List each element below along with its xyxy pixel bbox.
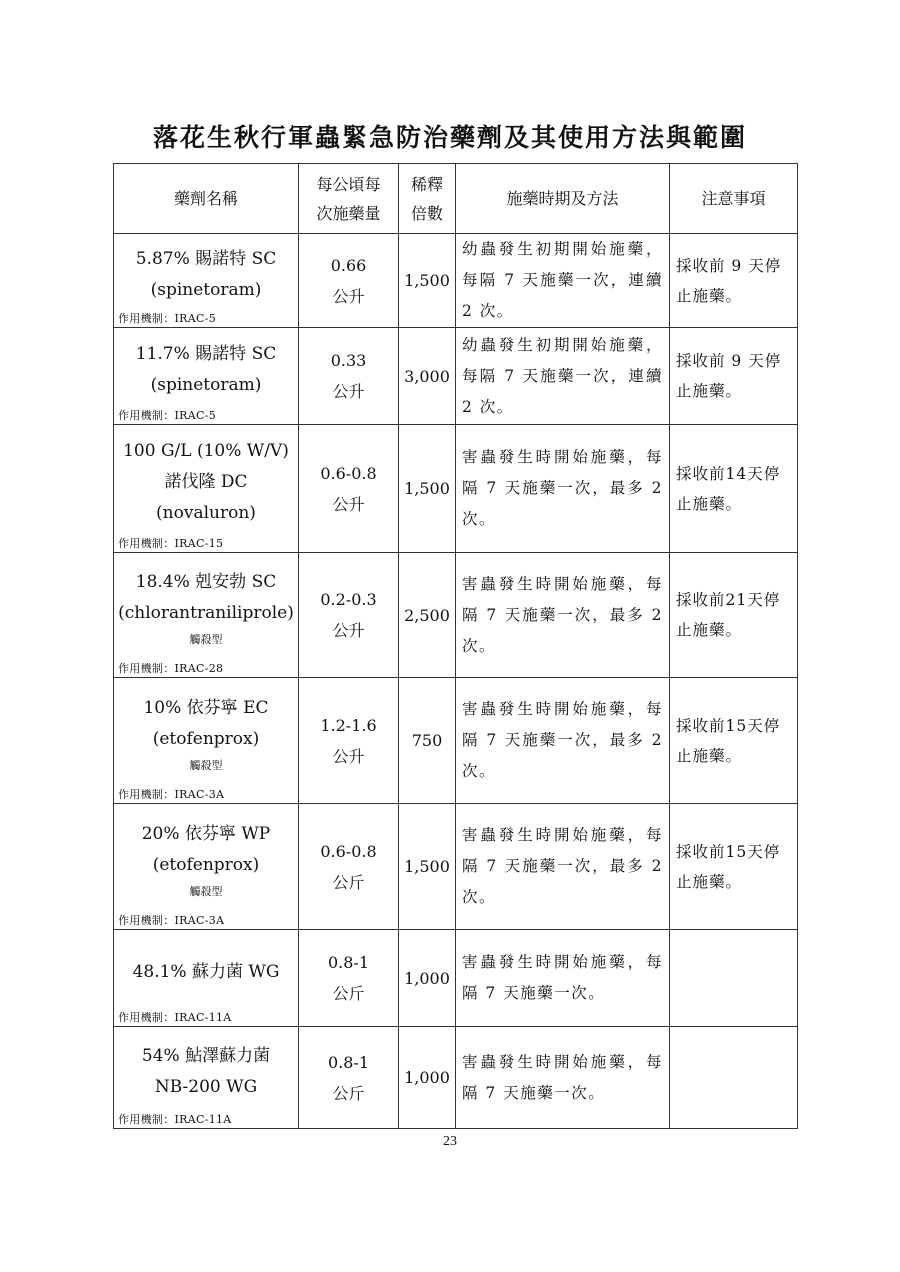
pesticide-name-line: (etofenprox) [152, 728, 260, 749]
pesticide-name [114, 337, 298, 415]
dose-cell [299, 930, 399, 1027]
note-cell: 採收前 9 天停止施藥。 [670, 328, 798, 425]
dose-cell [299, 328, 399, 425]
header-dilution [399, 164, 456, 234]
pesticide-name-line: 20% 依芬寧 WP [141, 823, 271, 844]
pesticide-name-line: 18.4% 剋安勃 SC [135, 572, 277, 592]
pesticide-name-line: 48.1% 蘇力菌 WG [132, 961, 280, 982]
pesticide-name-line: (etofenprox) [152, 854, 260, 875]
header-row [114, 164, 798, 234]
method-cell: 幼蟲發生初期開始施藥，每隔 7 天施藥一次，連續 2 次。 [456, 234, 670, 328]
pesticide-name [114, 242, 298, 320]
table-row [114, 678, 798, 804]
dose-cell [299, 1027, 399, 1129]
dose-amount: 0.6-0.8 [320, 841, 377, 861]
mode-of-action: 作用機制：IRAC-15 [118, 537, 224, 550]
pesticide-name-line: 54% 鮎澤蘇力菌 [141, 1045, 271, 1066]
pesticide-name-cell [114, 425, 299, 553]
method-cell: 害蟲發生時開始施藥，每隔 7 天施藥一次，最多 2 次。 [456, 553, 670, 678]
mode-of-action: 作用機制：IRAC-11A [118, 1011, 232, 1024]
header-dilution-line: 倍數 [410, 203, 443, 223]
page-number: 23 [443, 1134, 457, 1149]
pesticide-name-line: (chlorantraniliprole) [118, 603, 294, 623]
pesticide-name [114, 434, 298, 543]
dose-cell [299, 234, 399, 328]
action-type: 觸殺型 [189, 758, 223, 772]
dose-unit: 公升 [332, 494, 365, 514]
header-dose-line: 每公頃每 [316, 174, 381, 194]
header-note: 注意事項 [670, 164, 798, 234]
pesticide-name [114, 565, 298, 665]
method-cell: 害蟲發生時開始施藥，每隔 7 天施藥一次，最多 2 次。 [456, 425, 670, 553]
dose-unit: 公斤 [332, 984, 365, 1003]
header-method: 施藥時期及方法 [456, 164, 670, 234]
mode-of-action: 作用機制：IRAC-3A [118, 914, 225, 927]
note-cell: 採收前14天停止施藥。 [670, 425, 798, 553]
dose-amount: 0.33 [330, 351, 367, 370]
pesticide-name [114, 955, 298, 1002]
header-dose-line: 次施藥量 [316, 203, 381, 223]
method-cell: 幼蟲發生初期開始施藥，每隔 7 天施藥一次，連續 2 次。 [456, 328, 670, 425]
pesticide-name-line: (spinetoram) [150, 279, 262, 300]
pesticide-name-line: (novaluron) [156, 503, 256, 523]
pesticide-name [114, 817, 298, 917]
dilution-cell: 1,500 [399, 804, 456, 930]
method-cell: 害蟲發生時開始施藥，每隔 7 天施藥一次。 [456, 1027, 670, 1129]
action-type: 觸殺型 [189, 633, 223, 646]
pesticide-name-cell [114, 234, 299, 328]
table-row [114, 328, 798, 425]
dose-amount: 0.8-1 [327, 953, 370, 972]
pesticide-name-line: 5.87% 賜諾特 SC [135, 248, 277, 269]
table-row [114, 425, 798, 553]
table-row [114, 930, 798, 1027]
dose-cell [299, 425, 399, 553]
header-dose [299, 164, 399, 234]
table-row [114, 234, 798, 328]
table-row [114, 804, 798, 930]
pesticide-name-cell [114, 804, 299, 930]
pesticide-name-cell [114, 678, 299, 804]
dilution-cell: 2,500 [399, 553, 456, 678]
mode-of-action: 作用機制：IRAC-28 [118, 662, 224, 675]
note-cell: 採收前15天停止施藥。 [670, 678, 798, 804]
note-cell: 採收前21天停止施藥。 [670, 553, 798, 678]
dose-cell [299, 678, 399, 804]
dose-unit: 公升 [332, 746, 365, 766]
dose-amount: 0.8-1 [327, 1052, 370, 1072]
dose-unit: 公斤 [332, 872, 365, 892]
dose-amount: 0.6-0.8 [320, 463, 377, 483]
pesticide-name [114, 1039, 298, 1117]
note-cell: 採收前15天停止施藥。 [670, 804, 798, 930]
dose-unit: 公斤 [332, 1083, 365, 1103]
dose-unit: 公升 [332, 621, 365, 640]
pesticide-name-line: 100 G/L (10% W/V) [123, 441, 289, 461]
pesticide-name-line: 諾伐隆 DC [164, 472, 248, 492]
method-cell: 害蟲發生時開始施藥，每隔 7 天施藥一次，最多 2 次。 [456, 678, 670, 804]
note-cell [670, 1027, 798, 1129]
mode-of-action: 作用機制：IRAC-3A [118, 788, 225, 801]
pesticide-name-cell [114, 930, 299, 1027]
dose-cell [299, 804, 399, 930]
pesticide-name-line: 11.7% 賜諾特 SC [135, 344, 277, 364]
note-cell: 採收前 9 天停止施藥。 [670, 234, 798, 328]
header-name: 藥劑名稱 [114, 164, 299, 234]
table-row [114, 553, 798, 678]
pesticide-name-line: 10% 依芬寧 EC [143, 697, 269, 718]
action-type: 觸殺型 [189, 884, 223, 898]
mode-of-action: 作用機制：IRAC-5 [118, 409, 217, 422]
dose-amount: 0.66 [330, 255, 367, 275]
dilution-cell: 750 [399, 678, 456, 804]
dose-unit: 公升 [332, 382, 365, 401]
table-body [114, 234, 798, 1129]
pesticide-name-cell [114, 328, 299, 425]
mode-of-action: 作用機制：IRAC-5 [118, 312, 217, 325]
pesticide-name-line: (spinetoram) [150, 375, 262, 395]
dilution-cell: 1,500 [399, 425, 456, 553]
dilution-cell: 1,500 [399, 234, 456, 328]
pesticide-name [114, 691, 298, 791]
method-cell: 害蟲發生時開始施藥，每隔 7 天施藥一次，最多 2 次。 [456, 804, 670, 930]
pesticide-name-line: NB-200 WG [154, 1076, 258, 1097]
pesticide-name-cell [114, 553, 299, 678]
pesticide-name-cell [114, 1027, 299, 1129]
dilution-cell: 1,000 [399, 930, 456, 1027]
method-cell: 害蟲發生時開始施藥，每隔 7 天施藥一次。 [456, 930, 670, 1027]
header-dilution-line: 稀釋 [410, 174, 443, 194]
pesticide-table [113, 163, 798, 1129]
dose-cell [299, 553, 399, 678]
dose-amount: 1.2-1.6 [320, 715, 377, 735]
table-row [114, 1027, 798, 1129]
page-title: 落花生秋行軍蟲緊急防治藥劑及其使用方法與範圍 [152, 123, 747, 152]
dose-amount: 0.2-0.3 [320, 590, 377, 609]
dose-unit: 公升 [332, 286, 365, 306]
note-cell [670, 930, 798, 1027]
dilution-cell: 3,000 [399, 328, 456, 425]
mode-of-action: 作用機制：IRAC-11A [118, 1113, 232, 1126]
dilution-cell: 1,000 [399, 1027, 456, 1129]
